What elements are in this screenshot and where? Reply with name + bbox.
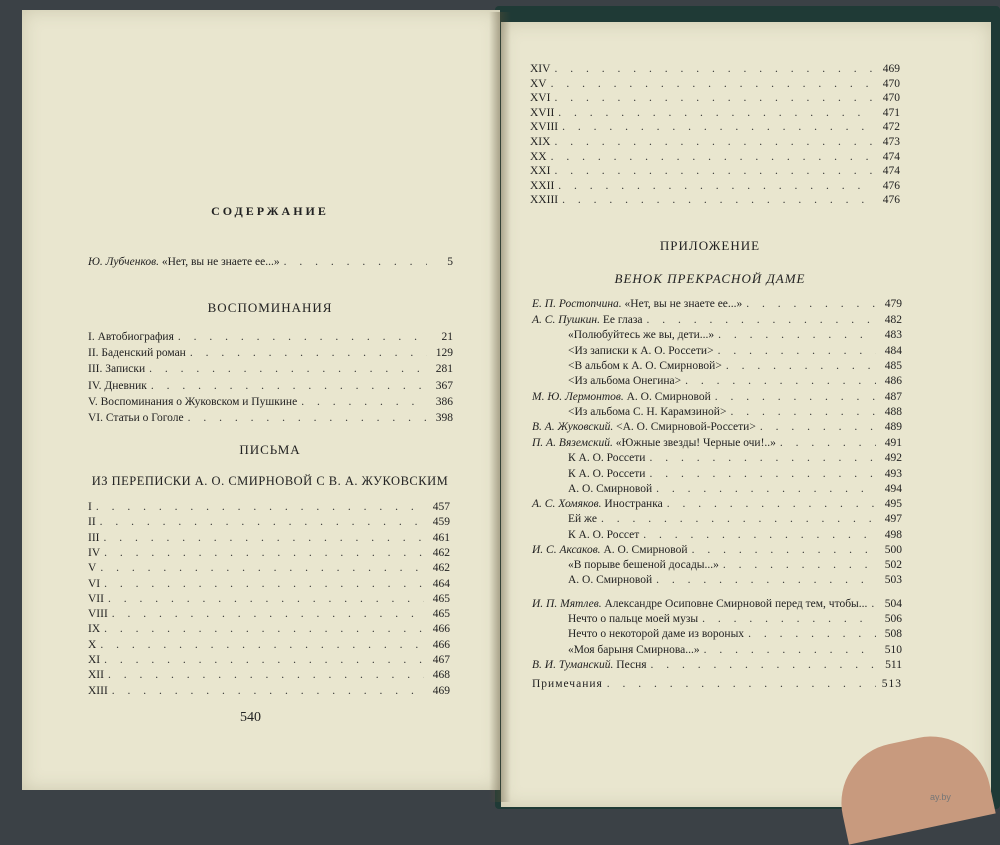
entry-page: 472 — [882, 121, 900, 134]
entry-label: VI — [88, 577, 101, 590]
entry-label: «Нет, вы не знаете ее...» — [624, 298, 743, 310]
entry-page: 467 — [432, 654, 450, 666]
letter-entry — [530, 62, 900, 76]
entry-page: 486 — [884, 375, 902, 387]
letter-entry — [88, 500, 450, 514]
letter-entry — [530, 179, 900, 193]
entry-page: 474 — [882, 150, 900, 163]
entry-author: А. С. Хомяков. — [532, 498, 602, 510]
appendix-entry — [532, 359, 902, 373]
entry-label: III — [88, 531, 100, 544]
notes-label: Примечания — [532, 678, 603, 690]
entry-author: И. С. Аксаков. — [532, 544, 601, 556]
letter-entry — [88, 668, 450, 682]
section2-heading: ПИСЬМА — [239, 442, 301, 457]
entry-label: XIX — [530, 136, 551, 148]
letter-entry — [88, 684, 450, 698]
entry-label: V — [88, 562, 97, 575]
entry-label: I — [88, 501, 92, 513]
memoir-entry — [88, 395, 453, 409]
notes-entry — [532, 677, 902, 691]
letter-entry — [530, 135, 900, 149]
letter-entry — [88, 531, 450, 545]
contents-title: СОДЕРЖАНИЕ — [211, 204, 329, 218]
appendix-entry — [532, 297, 902, 311]
entry-label: XVI — [530, 92, 551, 105]
entry-label: XX — [530, 150, 547, 163]
entry-page: 461 — [432, 531, 450, 544]
entry-page: 462 — [432, 562, 450, 575]
appendix-entry — [532, 512, 902, 526]
letter-entry — [530, 77, 900, 91]
intro-page: 5 — [447, 256, 453, 268]
entry-label: Иностранка — [604, 498, 663, 510]
notes-page: 513 — [881, 678, 902, 690]
entry-page: 476 — [882, 179, 900, 192]
appendix-entry — [532, 328, 902, 342]
entry-page: 494 — [884, 483, 902, 495]
entry-page: 510 — [884, 644, 902, 656]
entry-label: Нечто о некоторой даме из вороных — [568, 628, 745, 640]
entry-page: 474 — [882, 165, 900, 178]
entry-label: Александре Осиповне Смирновой перед тем, чтобы... — [604, 598, 868, 610]
entry-page: 487 — [884, 391, 902, 403]
entry-label: XV — [530, 77, 547, 90]
entry-page: 462 — [432, 546, 450, 559]
appendix-entry — [532, 528, 902, 542]
appendix-entry — [532, 344, 902, 358]
appendix-entry — [532, 612, 902, 626]
letter-entry — [88, 546, 450, 560]
entry-page: 470 — [882, 92, 900, 105]
entry-label: А. О. Смирновой — [603, 544, 688, 556]
entry-label: XXII — [530, 179, 555, 192]
entry-label: А. О. Смирновой — [568, 574, 653, 586]
entry-page: 504 — [884, 598, 902, 610]
entry-page: 466 — [432, 623, 450, 636]
entry-label: XI — [88, 654, 101, 666]
memoir-entry — [88, 330, 453, 344]
entry-label: XII — [88, 669, 104, 682]
entry-label: III. Записки — [88, 363, 146, 376]
entry-label: XIV — [530, 63, 551, 75]
entry-label: XVII — [530, 106, 555, 119]
entry-page: 479 — [884, 298, 902, 310]
letter-entry — [530, 164, 900, 178]
entry-page: 21 — [441, 331, 453, 343]
appendix-entry — [532, 497, 902, 511]
letter-entry — [88, 607, 450, 621]
entry-page: 506 — [884, 613, 902, 625]
entry-label: XIII — [88, 684, 108, 697]
entry-page: 468 — [432, 669, 450, 682]
entry-page: 500 — [884, 544, 902, 556]
page-number: 540 — [240, 710, 261, 725]
entry-label: II. Баденский роман — [88, 347, 186, 360]
entry-author: И. П. Мятлев. — [532, 598, 602, 610]
appendix-entry — [532, 558, 902, 572]
appendix-entry — [532, 436, 902, 450]
entry-label: К А. О. Россет — [568, 529, 640, 541]
watermark: ay.by — [930, 792, 951, 802]
appendix-heading: ПРИЛОЖЕНИЕ — [659, 238, 761, 253]
entry-page: 495 — [884, 498, 902, 510]
intro-title: «Нет, вы не знаете ее...» — [161, 256, 280, 268]
entry-label: <Из альбома С. Н. Карамзиной> — [568, 406, 727, 418]
appendix-entry — [532, 543, 902, 557]
entry-page: 511 — [885, 659, 902, 671]
entry-label: Ее глаза — [602, 314, 643, 326]
letter-entry — [530, 106, 900, 120]
entry-page: 498 — [884, 529, 902, 541]
appendix-entry — [532, 451, 902, 465]
book-gutter — [489, 12, 511, 802]
appendix-entry — [532, 390, 902, 404]
intro-entry — [88, 255, 453, 269]
entry-page: 459 — [432, 516, 450, 529]
entry-label: XXIII — [530, 194, 559, 207]
entry-page: 484 — [884, 345, 902, 357]
entry-page: 508 — [884, 628, 902, 640]
entry-page: 464 — [432, 577, 450, 590]
letter-entry — [88, 561, 450, 575]
entry-page: 497 — [884, 513, 902, 525]
section1-heading: ВОСПОМИНАНИЯ — [207, 300, 333, 315]
letter-entry — [88, 622, 450, 636]
entry-label: «Южные звезды! Черные очи!..» — [615, 437, 776, 449]
entry-page: 503 — [884, 574, 902, 586]
entry-page: 488 — [884, 406, 902, 418]
entry-author: В. А. Жуковский. — [532, 421, 614, 433]
letter-entry — [88, 592, 450, 606]
letter-entry — [530, 193, 900, 207]
entry-label: <Из альбома Онегина> — [568, 375, 682, 387]
entry-page: 470 — [882, 77, 900, 90]
entry-page: 465 — [432, 592, 450, 605]
entry-page: 502 — [884, 559, 902, 571]
entry-label: XXI — [530, 165, 551, 178]
entry-author: П. А. Вяземский. — [532, 437, 613, 449]
entry-page: 492 — [884, 452, 902, 464]
entry-label: VII — [88, 592, 104, 605]
entry-label: Песня — [616, 659, 647, 671]
entry-label: IX — [88, 623, 101, 636]
memoir-entry — [88, 362, 453, 376]
entry-author: Е. П. Ростопчина. — [532, 298, 622, 310]
appendix-entry — [532, 405, 902, 419]
entry-label: IV. Дневник — [88, 379, 147, 392]
entry-page: 469 — [882, 63, 900, 75]
entry-page: 129 — [435, 347, 453, 360]
appendix-entry — [532, 627, 902, 641]
entry-label: Ей же — [568, 513, 597, 525]
entry-label: «Полюбуйтесь же вы, дети...» — [568, 329, 715, 341]
entry-label: «В порыве бешеной досады...» — [568, 559, 719, 571]
entry-label: К А. О. Россети — [568, 468, 646, 480]
appendix-entry — [532, 658, 902, 672]
entry-page: 473 — [882, 136, 900, 148]
entry-label: К А. О. Россети — [568, 452, 646, 464]
entry-label: V. Воспоминания о Жуковском и Пушкине — [88, 395, 298, 408]
entry-page: 491 — [884, 437, 902, 449]
entry-author: М. Ю. Лермонтов. — [532, 391, 624, 403]
letter-entry — [530, 91, 900, 105]
entry-label: XVIII — [530, 121, 559, 134]
entry-label: Нечто о пальце моей музы — [568, 613, 699, 625]
memoir-entry — [88, 411, 453, 425]
appendix-entry — [532, 482, 902, 496]
entry-page: 281 — [435, 363, 453, 376]
entry-author: В. И. Туманский. — [532, 659, 614, 671]
entry-label: I. Автобиография — [88, 331, 174, 343]
letter-entry — [530, 150, 900, 164]
appendix-entry — [532, 467, 902, 481]
entry-page: 386 — [435, 395, 453, 408]
entry-label: VI. Статьи о Гоголе — [88, 412, 184, 424]
letter-entry — [530, 120, 900, 134]
entry-page: 476 — [882, 194, 900, 207]
entry-page: 367 — [435, 379, 453, 392]
entry-page: 482 — [884, 314, 902, 326]
entry-label: «Моя барыня Смирнова...» — [568, 644, 700, 656]
appendix-subheading: ВЕНОК ПРЕКРАСНОЙ ДАМЕ — [614, 271, 806, 286]
appendix-entry — [532, 573, 902, 587]
appendix-entry — [532, 374, 902, 388]
letter-entry — [88, 653, 450, 667]
entry-label: II — [88, 516, 96, 529]
letter-entry — [88, 638, 450, 652]
entry-page: 483 — [884, 329, 902, 341]
entry-page: 469 — [432, 684, 450, 697]
entry-label: А. О. Смирновой — [568, 483, 653, 495]
section2-subheading: ИЗ ПЕРЕПИСКИ А. О. СМИРНОВОЙ С В. А. ЖУКОВСКИМ — [91, 474, 449, 488]
appendix-entry — [532, 643, 902, 657]
intro-author: Ю. Лубченков. — [88, 256, 159, 268]
letter-entry — [88, 515, 450, 529]
entry-page: 465 — [432, 608, 450, 621]
entry-page: 493 — [884, 468, 902, 480]
entry-page: 489 — [884, 421, 902, 433]
appendix-entry — [532, 313, 902, 327]
memoir-entry — [88, 346, 453, 360]
appendix-entry — [532, 420, 902, 434]
appendix-entry — [532, 597, 902, 611]
entry-page: 457 — [432, 501, 450, 513]
entry-author: А. С. Пушкин. — [532, 314, 600, 326]
letter-entry — [88, 577, 450, 591]
memoir-entry — [88, 379, 453, 393]
entry-page: 466 — [432, 638, 450, 651]
entry-label: <А. О. Смирновой-Россети> — [616, 421, 756, 433]
entry-label: IV — [88, 546, 101, 559]
entry-label: X — [88, 638, 97, 651]
entry-page: 485 — [884, 360, 902, 372]
entry-label: А. О. Смирновой — [626, 391, 711, 403]
entry-page: 398 — [435, 412, 453, 424]
entry-label: <В альбом к А. О. Смирновой> — [568, 360, 722, 372]
entry-page: 471 — [882, 106, 900, 119]
entry-label: VIII — [88, 608, 108, 621]
entry-label: <Из записки к А. О. Россети> — [568, 345, 714, 357]
